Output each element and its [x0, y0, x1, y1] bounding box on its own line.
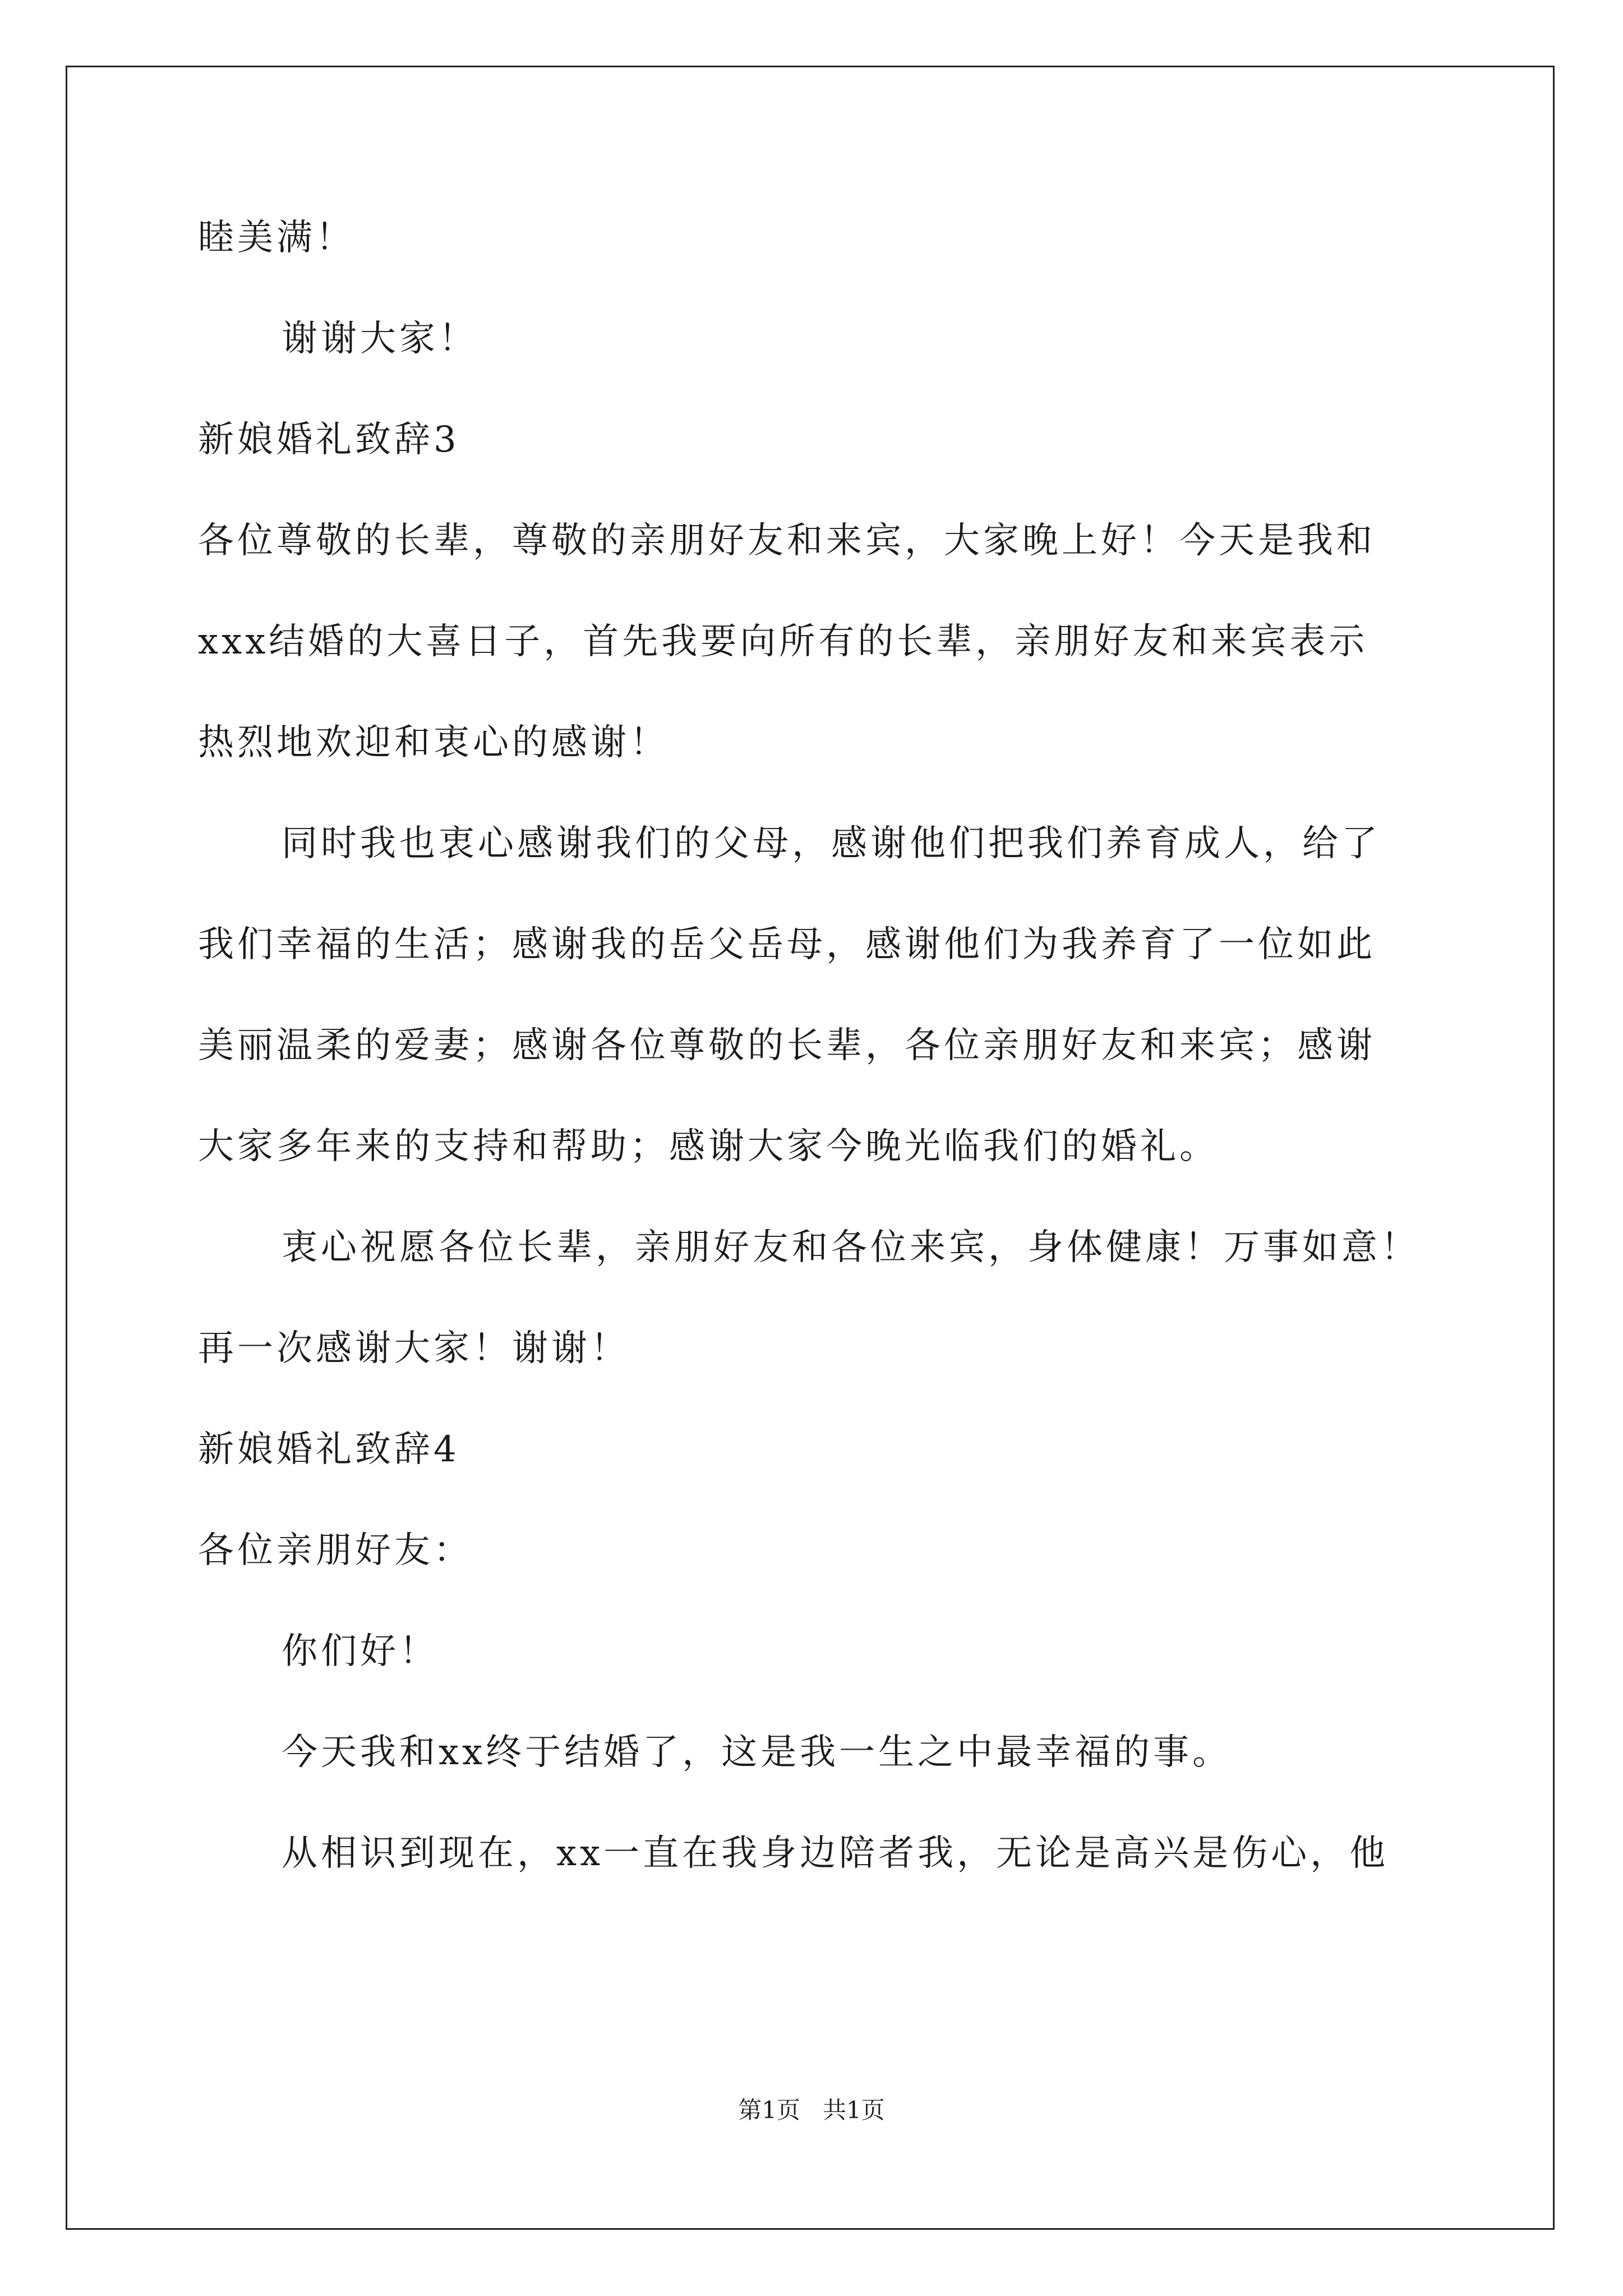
section-heading: 新娘婚礼致辞4 [198, 1429, 460, 1470]
text-line: 热烈地欢迎和衷心的感谢！ [198, 722, 669, 763]
text-line: 各位亲朋好友： [198, 1530, 473, 1571]
text-line: 各位尊敬的长辈，尊敬的亲朋好友和来宾，大家晚上好！今天是我和 [198, 520, 1376, 562]
page-number-footer: 第1页 共1页 [738, 2096, 885, 2124]
text-line: 睦美满！ [198, 217, 355, 259]
text-line: 再一次感谢大家！谢谢！ [198, 1328, 630, 1369]
text-line: 从相识到现在，xx一直在我身边陪者我，无论是高兴是伤心，他 [282, 1833, 1389, 1874]
text-line: 你们好！ [282, 1631, 439, 1672]
text-line: 衷心祝愿各位长辈，亲朋好友和各位来宾，身体健康！万事如意！ [282, 1227, 1420, 1268]
text-line: xxx结婚的大喜日子，首先我要向所有的长辈，亲朋好友和来宾表示 [198, 621, 1368, 662]
text-line: 我们幸福的生活；感谢我的岳父岳母，感谢他们为我养育了一位如此 [198, 924, 1376, 965]
text-line: 美丽温柔的爱妻；感谢各位尊敬的长辈，各位亲朋好友和来宾；感谢 [198, 1025, 1376, 1066]
text-line: 同时我也衷心感谢我们的父母，感谢他们把我们养育成人，给了 [282, 823, 1381, 864]
text-line: 大家多年来的支持和帮助；感谢大家今晚光临我们的婚礼。 [198, 1126, 1219, 1167]
section-heading: 新娘婚礼致辞3 [198, 419, 460, 461]
text-line: 谢谢大家！ [282, 318, 478, 360]
text-line: 今天我和xx终于结婚了，这是我一生之中最幸福的事。 [282, 1732, 1232, 1773]
